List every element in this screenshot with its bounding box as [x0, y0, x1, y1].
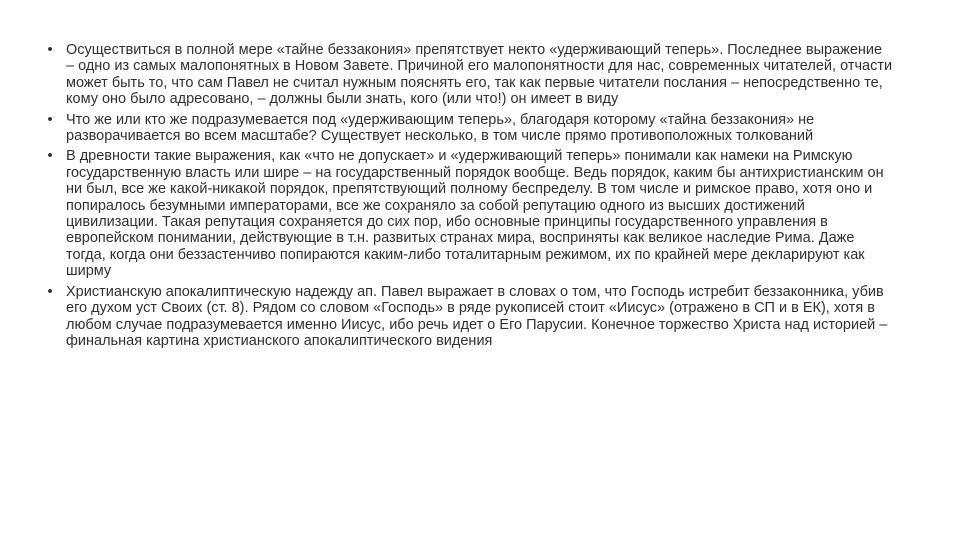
bullet-item-1 — [44, 42, 894, 108]
bullet-text: Осуществиться в полной мере «тайне беззакония» препятствует некто «удерживающий теперь». Последнее выражение – одно из самых малопонятных в Новом Завете. Причиной его малопонятности для нас, современных читателей, отчасти может быть то, что сам Павел не считал нужным пояснять его, так как первые читатели послания – непосредственно те, кому оно было адресовано, – должны были знать, кого (или что!) он имеет в виду — [66, 42, 893, 108]
bullet-item-2 — [44, 112, 894, 145]
bullet-marker: • — [47, 148, 53, 165]
bullet-text: В древности такие выражения, как «что не допускает» и «удерживающий теперь» понимали как намеки на Римскую государственную власть или шире – на государственный порядок вообще. Ведь порядок, каким бы антихристианским он ни был, все же какой-никакой порядок, препятствующий полному беспределу. В том числе и римское право, хотя оно и попиралось безумными императорами, все же сохраняло за собой репутацию одного из высших достижений цивилизации. Такая репутация сохраняется до сих пор, ибо основные принципы государственного управления в европейском понимании, действующие в т.н. развитых странах мира, восприняты как великое наследие Рима. Даже тогда, когда они беззастенчиво попираются каким-либо тоталитарным режимом, их по крайней мере декларируют как ширму — [66, 148, 884, 280]
bullet-marker: • — [47, 111, 53, 128]
bullet-item-3 — [44, 148, 894, 279]
bullet-text: Христианскую апокалиптическую надежду ап. Павел выражает в словах о том, что Господь истребит беззаконника, убив его духом уст Своих (ст. 8). Рядом со словом «Господь» в ряде рукописей стоит «Иисус» (отражено в СП и в ЕК), хотя в любом случае подразумевается именно Иисус, ибо речь идет о Его Парусии. Конечное торжество Христа над историей – финальная картина христианского апокалиптического видения — [66, 283, 888, 349]
bullet-item-4 — [44, 284, 894, 350]
bullet-list — [44, 42, 894, 353]
bullet-marker: • — [47, 42, 53, 58]
bullet-text: Что же или кто же подразумевается под «удерживающим теперь», благодаря которому «тайна беззакония» не разворачивается во всем масштабе? Существует несколько, в том числе прямо противоположных толкований — [66, 111, 815, 145]
bullet-marker: • — [47, 283, 53, 300]
